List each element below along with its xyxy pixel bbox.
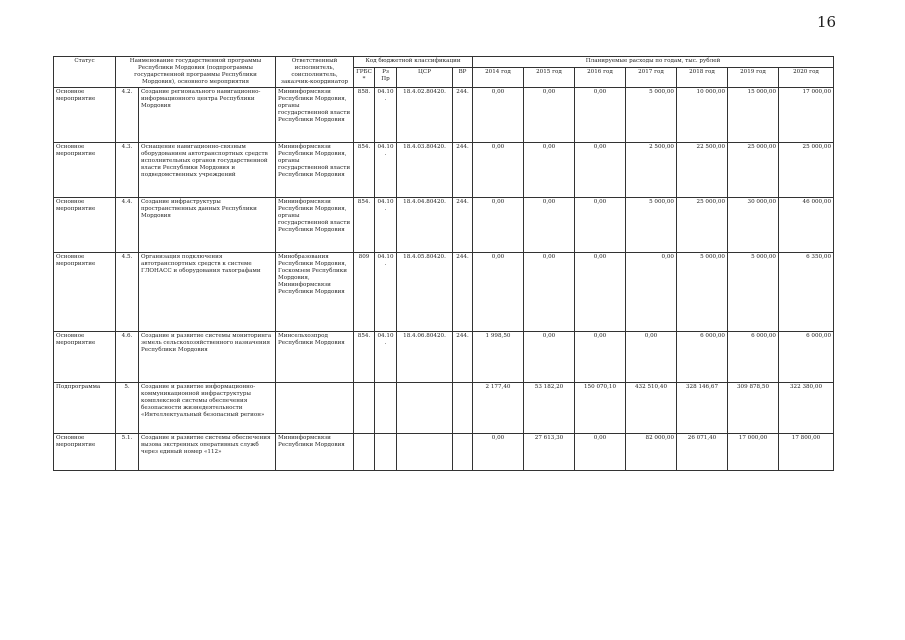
row-value-2016: 0,00 [575, 331, 626, 382]
header-rz-pr: Рз Пр [375, 68, 397, 87]
row-vr: 244. [453, 142, 473, 197]
row-vr: 244. [453, 331, 473, 382]
row-value-2017: 0,00 [626, 252, 677, 331]
header-csr: ЦСР [397, 68, 453, 87]
row-value-2015: 0,00 [524, 252, 575, 331]
row-csr [397, 382, 453, 433]
table-row [54, 142, 834, 197]
row-csr [397, 433, 453, 470]
header-year-2017: 2017 год [626, 68, 677, 87]
row-grbs [354, 433, 375, 470]
row-rz-pr: 04.10. [375, 87, 397, 142]
row-value-2020: 322 380,00 [779, 382, 834, 433]
table-row [54, 433, 834, 470]
row-value-2014: 0,00 [473, 142, 524, 197]
row-value-2018: 25 000,00 [677, 197, 728, 252]
row-value-2017: 82 000,00 [626, 433, 677, 470]
row-value-2014: 0,00 [473, 252, 524, 331]
table-row [54, 87, 834, 142]
row-csr: 18.4.04.80420. [397, 197, 453, 252]
row-name: Создание и развитие системы мониторинга земель сельскохозяйственного назначения Республики Мордовия [139, 331, 276, 382]
row-value-2018: 22 500,00 [677, 142, 728, 197]
row-name: Создание и развитие информационно-коммуникационной инфраструктуры комплексной системы обеспечения безопасности жизнедеятельности «Интеллектуальный безопасный регион» [139, 382, 276, 433]
table-row [54, 197, 834, 252]
row-number: 4.2. [116, 87, 139, 142]
row-status: Основное мероприятие [54, 142, 116, 197]
row-value-2019: 5 000,00 [728, 252, 779, 331]
row-value-2016: 150 070,10 [575, 382, 626, 433]
row-grbs: 858. [354, 87, 375, 142]
row-value-2018: 328 146,67 [677, 382, 728, 433]
row-value-2014: 0,00 [473, 197, 524, 252]
header-name: Наименование государственной программы Республики Мордовия (подпрограммы государственной программы Республики Мордовия), основного мероприятия [116, 57, 276, 88]
row-value-2020: 17 800,00 [779, 433, 834, 470]
row-vr [453, 433, 473, 470]
row-value-2018: 10 000,00 [677, 87, 728, 142]
row-status: Основное мероприятие [54, 331, 116, 382]
table-row [54, 331, 834, 382]
row-csr: 18.4.02.80420. [397, 87, 453, 142]
row-rz-pr: 04.10. [375, 331, 397, 382]
row-value-2020: 6 350,00 [779, 252, 834, 331]
row-number: 5. [116, 382, 139, 433]
row-value-2019: 309 878,50 [728, 382, 779, 433]
header-vr: ВР [453, 68, 473, 87]
row-csr: 18.4.03.80420. [397, 142, 453, 197]
row-executor: Мининформсвязи Республики Мордовия, органы государственной власти Республики Мордовия [276, 197, 354, 252]
row-name: Организация подключения автотранспортных средств к системе ГЛОНАСС и оборудования тахографами [139, 252, 276, 331]
row-value-2017: 5 000,00 [626, 87, 677, 142]
row-value-2015: 0,00 [524, 87, 575, 142]
row-status: Основное мероприятие [54, 252, 116, 331]
row-vr: 244. [453, 252, 473, 331]
header-status: Статус [54, 57, 116, 88]
row-rz-pr: 04.10. [375, 252, 397, 331]
header-year-2016: 2016 год [575, 68, 626, 87]
header-grbs: ГРБС* [354, 68, 375, 87]
row-csr: 18.4.05.80420. [397, 252, 453, 331]
row-number: 4.3. [116, 142, 139, 197]
row-value-2016: 0,00 [575, 87, 626, 142]
header-row-top [54, 57, 834, 68]
row-executor: Минобразования Республики Мордовия, Госкомзем Республики Мордовия, Мининформсвязи Республики Мордовия [276, 252, 354, 331]
row-status: Подпрограмма [54, 382, 116, 433]
row-executor [276, 382, 354, 433]
row-value-2016: 0,00 [575, 433, 626, 470]
header-year-2014: 2014 год [473, 68, 524, 87]
row-value-2017: 2 500,00 [626, 142, 677, 197]
row-name: Создание инфраструктуры пространственных данных Республики Мордовия [139, 197, 276, 252]
row-value-2014: 1 998,50 [473, 331, 524, 382]
row-rz-pr [375, 433, 397, 470]
row-grbs: 854. [354, 331, 375, 382]
row-value-2015: 0,00 [524, 197, 575, 252]
row-value-2020: 25 000,00 [779, 142, 834, 197]
row-value-2019: 30 000,00 [728, 197, 779, 252]
row-value-2019: 17 000,00 [728, 433, 779, 470]
row-vr [453, 382, 473, 433]
row-value-2015: 27 613,30 [524, 433, 575, 470]
row-rz-pr [375, 382, 397, 433]
row-value-2018: 6 000,00 [677, 331, 728, 382]
table-row [54, 252, 834, 331]
row-value-2015: 0,00 [524, 142, 575, 197]
row-value-2017: 0,00 [626, 331, 677, 382]
row-value-2015: 53 182,20 [524, 382, 575, 433]
header-year-2020: 2020 год [779, 68, 834, 87]
budget-table [53, 56, 834, 471]
row-rz-pr: 04.10. [375, 197, 397, 252]
row-value-2020: 17 000,00 [779, 87, 834, 142]
row-csr: 18.4.06.80420. [397, 331, 453, 382]
header-budget-code: Код бюджетной классификации [354, 57, 473, 68]
row-value-2016: 0,00 [575, 142, 626, 197]
row-value-2014: 0,00 [473, 87, 524, 142]
row-value-2019: 25 000,00 [728, 142, 779, 197]
row-status: Основное мероприятие [54, 433, 116, 470]
row-rz-pr: 04.10. [375, 142, 397, 197]
row-grbs: 854. [354, 142, 375, 197]
row-value-2019: 6 000,00 [728, 331, 779, 382]
row-executor: Мининформсвязи Республики Мордовия, органы государственной власти Республики Мордовия [276, 142, 354, 197]
row-status: Основное мероприятие [54, 197, 116, 252]
row-value-2020: 46 000,00 [779, 197, 834, 252]
header-expenses: Планируемые расходы по годам, тыс. рублей [473, 57, 834, 68]
row-value-2020: 6 000,00 [779, 331, 834, 382]
header-year-2019: 2019 год [728, 68, 779, 87]
row-value-2014: 0,00 [473, 433, 524, 470]
row-number: 4.6. [116, 331, 139, 382]
row-number: 4.5. [116, 252, 139, 331]
row-executor: Мининформсвязи Республики Мордовия, органы государственной власти Республики Мордовия [276, 87, 354, 142]
row-executor: Мининформсвязи Республики Мордовия [276, 433, 354, 470]
header-year-2015: 2015 год [524, 68, 575, 87]
header-executor: Ответственный исполнитель, соисполнитель, заказчик-координатор [276, 57, 354, 88]
row-grbs: 854. [354, 197, 375, 252]
row-value-2016: 0,00 [575, 197, 626, 252]
row-number: 5.1. [116, 433, 139, 470]
row-vr: 244. [453, 87, 473, 142]
row-value-2019: 15 000,00 [728, 87, 779, 142]
row-executor: Минсельхозпрод Республики Мордовия [276, 331, 354, 382]
table-row [54, 382, 834, 433]
row-name: Создание регионального навигационно-информационного центра Республики Мордовия [139, 87, 276, 142]
row-value-2016: 0,00 [575, 252, 626, 331]
row-name: Оснащение навигационно-связным оборудованием автотранспортных средств исполнительных органов государственной власти Республики Мордовия и подведомственных учреждений [139, 142, 276, 197]
row-value-2017: 5 000,00 [626, 197, 677, 252]
row-status: Основное мероприятие [54, 87, 116, 142]
row-vr: 244. [453, 197, 473, 252]
row-value-2015: 0,00 [524, 331, 575, 382]
row-value-2014: 2 177,40 [473, 382, 524, 433]
page-number: 16 [817, 13, 837, 31]
header-year-2018: 2018 год [677, 68, 728, 87]
row-value-2018: 26 071,40 [677, 433, 728, 470]
row-name: Создание и развитие системы обеспечения вызова экстренных оперативных служб через единый номер «112» [139, 433, 276, 470]
row-value-2017: 432 510,40 [626, 382, 677, 433]
row-grbs [354, 382, 375, 433]
row-number: 4.4. [116, 197, 139, 252]
row-grbs: 809 [354, 252, 375, 331]
row-value-2018: 5 000,00 [677, 252, 728, 331]
